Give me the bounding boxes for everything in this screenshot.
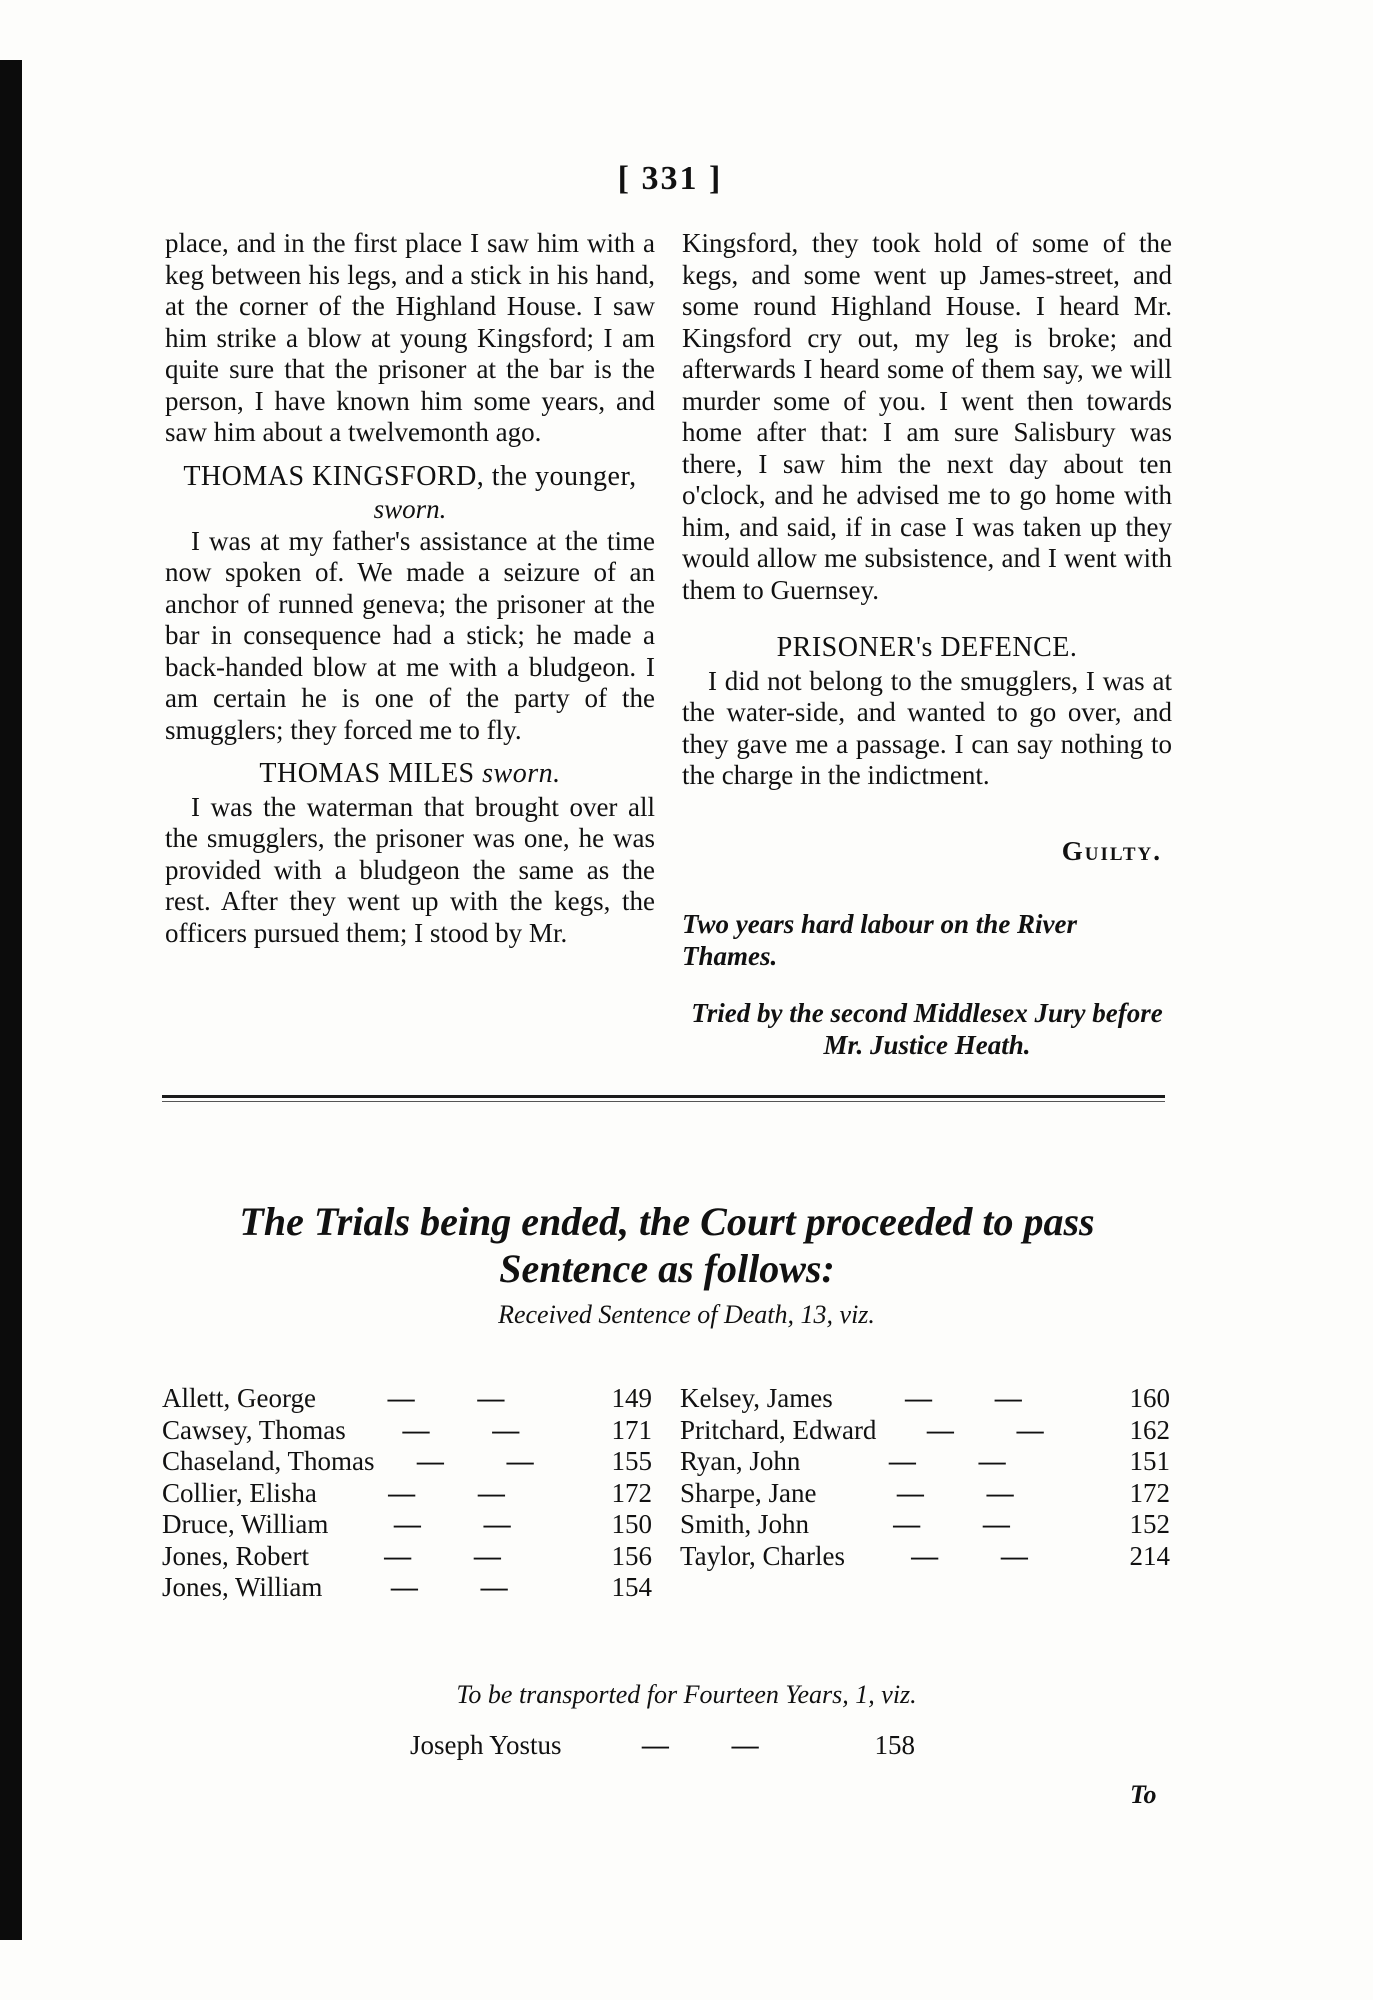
tried-line: Tried by the second Middlesex Jury before [691, 998, 1163, 1028]
convict-name: Joseph Yostus [410, 1730, 562, 1760]
dash-leader: — — [896, 1477, 1042, 1508]
convict-name: Druce, William [162, 1509, 329, 1539]
list-item [162, 1446, 652, 1478]
list-item [162, 1415, 652, 1447]
list-item [162, 1541, 652, 1573]
binding-edge [0, 60, 22, 1940]
convict-name: Pritchard, Edward [680, 1414, 877, 1445]
defence-paragraph: I did not belong to the smugglers, I was at the water-side, and wanted to go over, and they gave me a passage. I can say nothing to the charge in the indictment. [682, 665, 1172, 790]
list-item [162, 1572, 652, 1604]
dash-leader: — — [387, 1383, 533, 1413]
list-item [680, 1509, 1170, 1541]
convict-name: Jones, Robert [162, 1540, 309, 1571]
convict-name: Ryan, John [680, 1446, 801, 1476]
convict-name: Kelsey, James [680, 1383, 833, 1413]
defence-heading: PRISONER's DEFENCE. [776, 632, 1078, 663]
transport-heading: To be transported for Fourteen Years, 1, viz. [456, 1680, 917, 1709]
death-list-right [680, 1383, 1170, 1572]
list-item [680, 1478, 1170, 1510]
sentence-banner: The Trials being ended, the Court proceeded to pass Sentence as follows: [239, 1199, 1095, 1291]
page-ref: 152 [1129, 1509, 1170, 1539]
dash-leader: — — [911, 1540, 1056, 1571]
right-column [682, 228, 1172, 1061]
convict-name: Cawsey, Thomas [162, 1414, 346, 1445]
testimony-paragraph: Kingsford, they took hold of some of the kegs, and some went up James-street, and some round Highland House. I heard Mr. Kingsford cry out, my leg is broke; and afterwards I heard some of them say, we will murder some of you. I went then towards home after that: I am sure Salisbury was there, I saw him the next day about ten o'clock, and he advised me to go home with him, and said, if in case I was taken up they would allow me subsistence, and I went with them to Guernsey. [682, 228, 1172, 605]
list-item [162, 1383, 652, 1415]
list-item [680, 1383, 1170, 1415]
dash-leader: — — [926, 1414, 1072, 1445]
tried-line: Mr. Justice Heath. [823, 1029, 1031, 1060]
convict-name: Taylor, Charles [680, 1540, 845, 1571]
page-ref: 172 [611, 1477, 652, 1508]
dash-leader: — — [641, 1730, 787, 1760]
list-item [162, 1478, 652, 1510]
transport-entry [410, 1730, 915, 1762]
dash-leader: — — [388, 1477, 533, 1508]
witness-heading [165, 758, 655, 790]
page-ref: 150 [611, 1509, 652, 1539]
dash-leader: — — [888, 1446, 1034, 1476]
dash-leader: — — [384, 1540, 529, 1571]
verdict: Guilty. [1061, 835, 1162, 866]
witness-name: THOMAS MILES [259, 758, 475, 789]
convict-name: Sharpe, Jane [680, 1477, 817, 1508]
page-ref: 160 [1129, 1383, 1170, 1413]
dash-leader: — — [904, 1383, 1050, 1413]
list-item [162, 1509, 652, 1541]
page-ref: 156 [611, 1540, 652, 1571]
testimony-paragraph: place, and in the first place I saw him with a keg between his legs, and a stick in his hand, at the corner of the Highland House. I saw him strike a blow at young Kingsford; I am quite sure that the prisoner at the bar is the person, I have known him some years, and saw him about a twelvemonth ago. [165, 228, 655, 447]
convict-name: Chaseland, Thomas [162, 1446, 375, 1476]
witness-heading: THOMAS KINGSFORD, the younger, [183, 460, 637, 492]
list-item [410, 1730, 915, 1762]
testimony-paragraph: I was the waterman that brought over all the smugglers, the prisoner was one, he was provided with a bludgeon the same as the rest. After they went up with the kegs, the officers pursued them; I stood by Mr. [165, 791, 655, 948]
page-ref: 154 [611, 1572, 652, 1602]
page-ref: 151 [1129, 1446, 1170, 1476]
dash-leader: — — [390, 1572, 536, 1602]
dash-leader: — — [416, 1446, 562, 1476]
page-number: [ 331 ] [617, 160, 723, 197]
section-rule [162, 1095, 1165, 1098]
list-item [680, 1541, 1170, 1573]
catchword: To [1130, 1780, 1157, 1809]
sworn-label: sworn. [373, 494, 447, 524]
convict-name: Collier, Elisha [162, 1477, 317, 1508]
dash-leader: — — [393, 1509, 539, 1539]
list-item [680, 1415, 1170, 1447]
section-rule-thin [162, 1101, 1165, 1102]
sentence: Two years hard labour on the River Thames. [682, 909, 1078, 971]
testimony-paragraph: I was at my father's assistance at the time now spoken of. We made a seizure of an anchor of runned geneva; the prisoner at the bar in consequence had a stick; he made a back-handed blow at me with a bludgeon. I am certain he is one of the party of the smugglers; they forced me to fly. [165, 525, 655, 745]
page-ref: 172 [1129, 1477, 1170, 1508]
left-column [165, 228, 655, 949]
page-ref: 171 [611, 1414, 652, 1445]
convict-name: Allett, George [162, 1383, 316, 1413]
page-ref: 155 [611, 1446, 652, 1476]
dash-leader: — — [402, 1414, 548, 1445]
convict-name: Smith, John [680, 1509, 810, 1539]
list-item [680, 1446, 1170, 1478]
tried-by [682, 998, 1172, 1061]
death-list-left [162, 1383, 652, 1604]
page-ref: 214 [1129, 1540, 1170, 1571]
sworn-label: sworn. [482, 758, 561, 789]
page-ref: 158 [874, 1730, 915, 1760]
dash-leader: — — [893, 1509, 1038, 1539]
page-ref: 149 [611, 1383, 652, 1413]
page-ref: 162 [1129, 1414, 1170, 1445]
convict-name: Jones, William [162, 1572, 323, 1602]
death-heading: Received Sentence of Death, 13, viz. [498, 1300, 875, 1329]
